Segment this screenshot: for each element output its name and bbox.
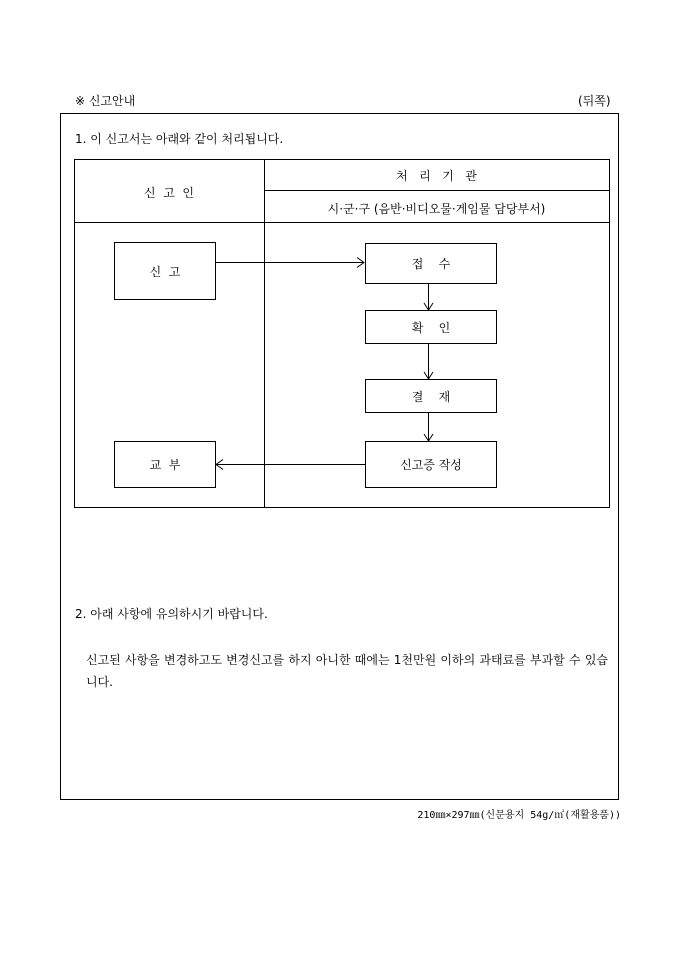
- section1-heading: 1. 이 신고서는 아래와 같이 처리됩니다.: [75, 132, 284, 146]
- section2-body: 신고된 사항을 변경하고도 변경신고를 하지 아니한 때에는 1천만원 이하의 과태료를 부과할 수 있습니다.: [86, 653, 608, 689]
- section2-heading: 2. 아래 사항에 유의하시기 바랍니다.: [75, 607, 268, 621]
- guide-title: ※ 신고안내: [75, 94, 136, 108]
- flow-box-approve: 결 재: [365, 379, 497, 413]
- col-agency-subheader: 시·군·구 (음반·비디오물·게임물 담당부서): [327, 202, 546, 216]
- flow-box-verify: 확 인: [365, 310, 497, 344]
- col-applicant-header: 신 고 인: [143, 186, 195, 200]
- flow-box-issue: 교 부: [114, 441, 216, 488]
- flow-box-receipt: 접 수: [365, 243, 497, 284]
- flow-box-certificate: 신고증 작성: [365, 441, 497, 488]
- page-side-note: (뒤쪽): [578, 94, 611, 108]
- col-agency-header: 처 리 기 관: [396, 169, 477, 183]
- paper-spec: 210㎜×297㎜(신문용지 54g/㎡(재활용품)): [417, 810, 621, 821]
- flow-box-report: 신 고: [114, 242, 216, 300]
